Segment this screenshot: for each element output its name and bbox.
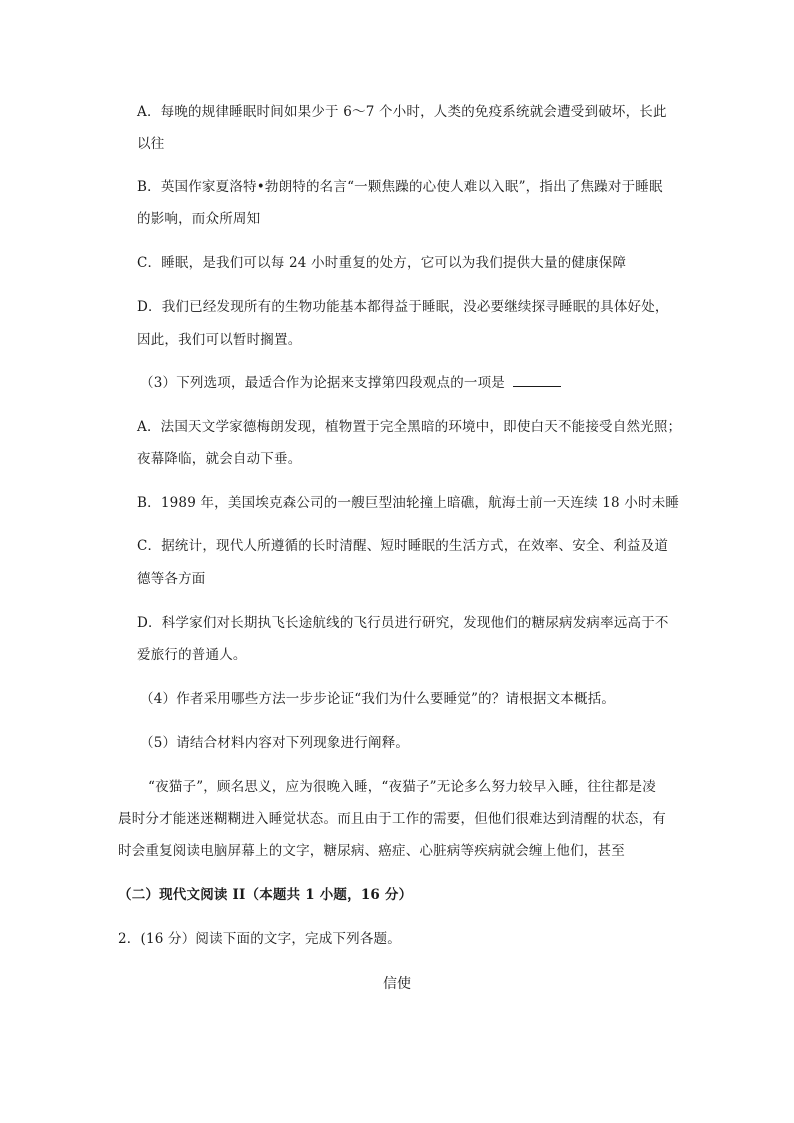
passage-line-3: 时会重复阅读电脑屏幕上的文字，糖尿病、癌症、心脏病等疾病就会缠上他们，甚至 (118, 843, 625, 859)
q3-option-c-line-1: C．据统计，现代人所遵循的长时清醒、短时睡眠的生活方式，在效率、安全、利益及道 (137, 538, 669, 554)
question-3-text: （3）下列选项，最适合作为论据来支撑第四段观点的一项是 (140, 375, 505, 391)
section-heading: （二）现代文阅读 II（本题共 1 小题，16 分） (118, 887, 413, 903)
q3-option-d-line-1: D．科学家们对长期执飞长途航线的飞行员进行研究，发现他们的糖尿病发病率远高于不 (137, 615, 669, 631)
q3-option-b-line-1: B．1989 年，美国埃克森公司的一艘巨型油轮撞上暗礁，航海士前一天连续 18 小时未睡 (137, 495, 680, 511)
option-b-line-2: 的影响，而众所周知 (137, 211, 261, 227)
question-5: （5）请结合材料内容对下列现象进行阐释。 (140, 735, 410, 751)
option-b-line-1: B．英国作家夏洛特•勃朗特的名言“一颗焦躁的心使人难以入眠”，指出了焦躁对于睡眠 (137, 179, 663, 195)
question-3 (140, 373, 561, 393)
option-a-line-2: 以往 (137, 136, 165, 152)
q3-option-a-line-2: 夜幕降临，就会自动下垂。 (137, 451, 302, 467)
q3-option-c-line-2: 德等各方面 (137, 571, 206, 587)
passage-line-1: “夜猫子”，顾名思义，应为很晚入睡，“夜猫子”无论多么努力较早入睡，往往都是凌 (148, 779, 656, 795)
option-d-line-2: 因此，我们可以暂时搁置。 (137, 332, 302, 348)
answer-blank (513, 374, 561, 387)
q3-option-a-line-1: A．法国天文学家德梅朗发现，植物置于完全黑暗的环境中，即使白天不能接受自然光照； (137, 419, 682, 435)
passage-title: 信使 (383, 976, 411, 992)
question-4: （4）作者采用哪些方法一步步论证“我们为什么要睡觉”的？请根据文本概括。 (140, 691, 616, 707)
q3-option-d-line-2: 爱旅行的普通人。 (137, 647, 247, 663)
question-2-heading: 2．(16 分）阅读下面的文字，完成下列各题。 (118, 931, 401, 947)
option-a-line-1: A．每晚的规律睡眠时间如果少于 6～7 个小时，人类的免疫系统就会遭受到破坏，长此 (137, 104, 667, 120)
passage-line-2: 晨时分才能迷迷糊糊进入睡觉状态。而且由于工作的需要，但他们很难达到清醒的状态，有 (118, 811, 666, 827)
option-d-line-1: D．我们已经发现所有的生物功能基本都得益于睡眠，没必要继续探寻睡眠的具体好处， (137, 299, 669, 315)
option-c-line-1: C．睡眠，是我们可以每 24 小时重复的处方，它可以为我们提供大量的健康保障 (137, 255, 627, 271)
